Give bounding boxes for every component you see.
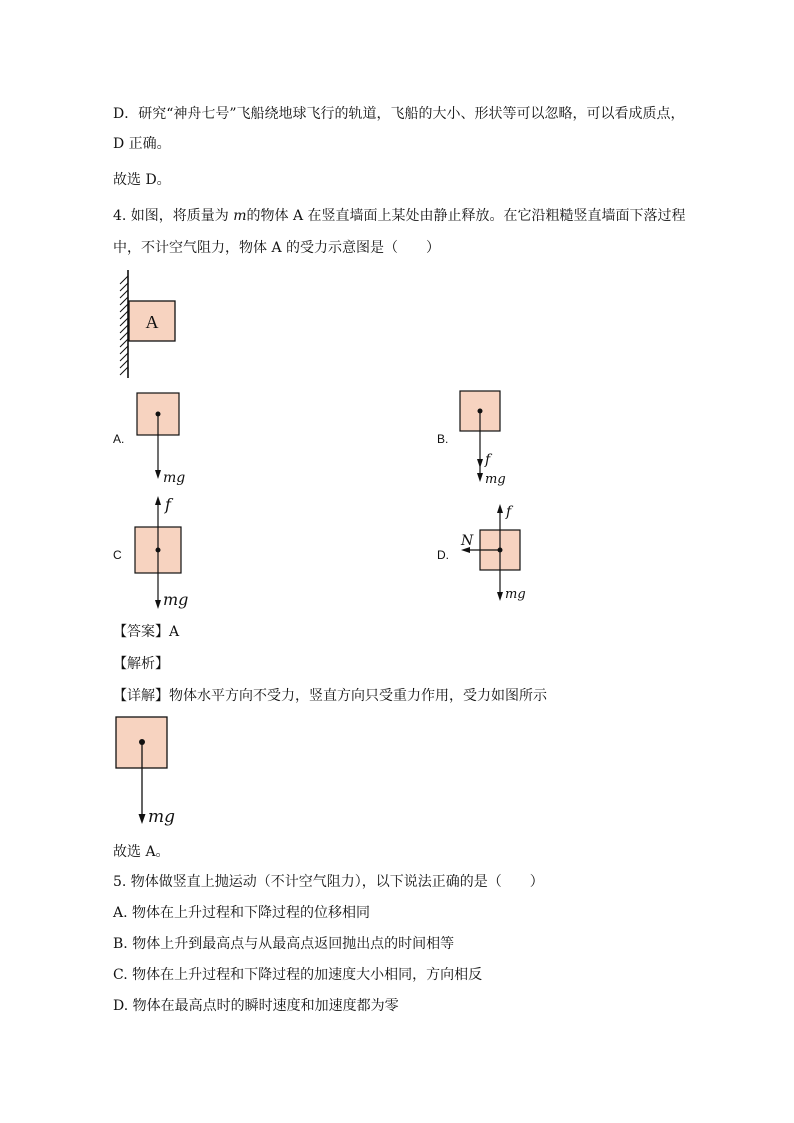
option-a-label: A. — [113, 432, 125, 446]
option-d-diagram — [455, 500, 535, 605]
option-c-label: C — [113, 548, 122, 562]
option-b-friction-arrowhead — [477, 459, 483, 468]
option-a-mg-label: mg — [163, 470, 186, 486]
q4-stem-part-b: 的物体 A 在竖直墙面上某处由静止释放。在它沿粗糙竖直墙面下落过程 — [246, 208, 686, 224]
q4-stem-line-1 — [113, 206, 686, 226]
q4-stem-line-2: 中，不计空气阻力，物体 A 的受力示意图是（ ） — [113, 240, 441, 256]
option-b-f-label: f — [485, 452, 491, 468]
option-c-f-label: f — [165, 495, 171, 514]
prev-line-2: D 正确。 — [113, 136, 171, 152]
option-c-mg-label: mg — [163, 590, 189, 609]
option-b-mg-label: mg — [485, 472, 506, 487]
q4-stem-part-a: 4. 如图，将质量为 — [113, 208, 234, 224]
detail-line: 【详解】物体水平方向不受力，竖直方向只受重力作用，受力如图所示 — [113, 688, 547, 704]
q5-stem: 5. 物体做竖直上抛运动（不计空气阻力），以下说法正确的是（ ） — [113, 874, 544, 890]
option-d-f-label: f — [506, 504, 512, 520]
detail-diagram — [110, 712, 200, 832]
analysis-title: 【解析】 — [113, 656, 169, 672]
option-a-diagram — [130, 388, 200, 488]
option-c-diagram — [125, 492, 205, 612]
option-b-label: B. — [437, 432, 449, 446]
option-d-n-label: N — [461, 533, 474, 549]
block-a-label: A — [145, 312, 159, 332]
prev-line-1: D．研究“神舟七号”飞船绕地球飞行的轨道，飞船的大小、形状等可以忽略，可以看成质点， — [113, 106, 685, 122]
option-b-diagram — [455, 385, 525, 490]
option-d-label: D. — [437, 548, 449, 562]
q4-mass-symbol: m — [233, 208, 247, 224]
wall-hatching — [120, 276, 128, 375]
q5-option-c: C. 物体在上升过程和下降过程的加速度大小相同，方向相反 — [113, 967, 483, 983]
prev-conclusion: 故选 D。 — [113, 172, 171, 188]
detail-mg-label: mg — [148, 807, 176, 827]
q5-option-a: A. 物体在上升过程和下降过程的位移相同 — [113, 905, 371, 921]
q5-option-b: B. 物体上升到最高点与从最高点返回抛出点的时间相等 — [113, 936, 455, 952]
option-d-mg-label: mg — [505, 587, 526, 602]
q5-option-d: D. 物体在最高点时的瞬时速度和加速度都为零 — [113, 998, 399, 1014]
answer-line: 【答案】A — [113, 624, 180, 640]
q4-conclusion: 故选 A。 — [113, 844, 170, 860]
wall-block-figure — [110, 268, 190, 383]
